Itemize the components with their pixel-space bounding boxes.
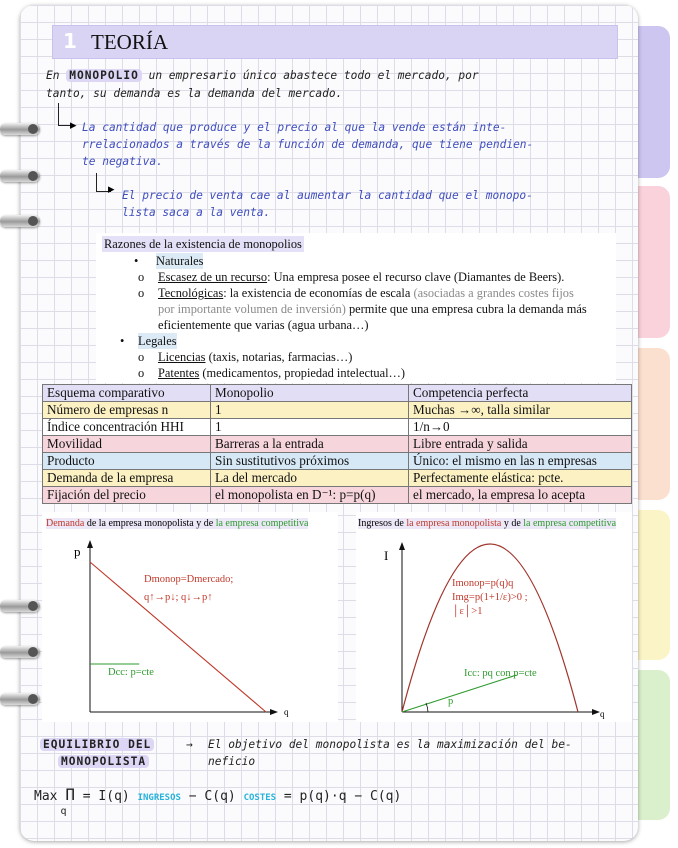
section-header [52, 25, 618, 59]
table-cell: Libre entrada y salida [409, 436, 632, 453]
reason-l1 [158, 349, 352, 365]
comparison-table [42, 384, 632, 504]
equilibrium-text-1: El objetivo del monopolista es la maximización del be- [208, 738, 572, 751]
competitive-revenue-line [402, 675, 516, 712]
table-row [43, 436, 632, 453]
reason-n2-line-2 [158, 301, 587, 317]
table-header-row [43, 385, 632, 402]
note1-line-1: La cantidad que produce y el precio al que la vende están inte- [82, 121, 507, 134]
arrow-right-icon: → [186, 738, 193, 751]
equilibrium-label-2 [58, 753, 149, 770]
table-row [43, 487, 632, 504]
revenue-x-label: q [600, 709, 605, 719]
reason-l1-text: (taxis, notarias, farmacias…) [205, 350, 353, 364]
table-cell: Barreras a la entrada [211, 436, 409, 453]
binder-hole-icon [28, 124, 38, 134]
reason-n1 [158, 269, 564, 285]
reason-n1-text: : Una empresa posee el recurso clave (Diamantes de Beers). [267, 270, 565, 284]
table-cell: el mercado, la empresa lo acepta [409, 487, 632, 504]
comp-revenue-label: Icc: pq con p=cte [464, 668, 537, 679]
revenue-chart-svg [356, 512, 632, 722]
bullet-icon: • [120, 334, 125, 348]
table-header-cell: Monopolio [211, 385, 409, 402]
caption-part: la empresa competitiva [523, 518, 617, 529]
equilibrium-keyword-2: MONOPOLISTA [58, 755, 149, 768]
demand-y-label: p [74, 544, 81, 559]
formula-part: = p(q)·q − C(q) [276, 789, 402, 804]
keyword-monopolio: MONOPOLIO [66, 69, 142, 82]
revenue-label-1: Imonop=p(q)q [452, 578, 514, 589]
y-axis-arrow-icon [87, 540, 93, 548]
formula-costes: COSTES [243, 793, 277, 803]
demand-chart [42, 512, 338, 722]
table-cell: Perfectamente elástica: pcte. [409, 470, 632, 487]
table-cell: Movilidad [43, 436, 211, 453]
revenue-chart [356, 512, 632, 722]
note2-line-1: El precio de venta cae al aumentar la cantidad que el monopo- [122, 189, 533, 202]
reason-n2-line-3: eficientemente que varias (agua urbana…) [158, 318, 369, 332]
arrowhead-icon: ▸ [70, 118, 77, 133]
reason-l1-label: Licencias [158, 350, 206, 364]
sub-bullet-icon: o [138, 286, 145, 300]
binder-hole-icon [28, 216, 38, 226]
monopoly-revenue-curve [402, 544, 578, 712]
caption-part: y de [501, 518, 524, 529]
binder-hole-icon [28, 647, 38, 657]
table-cell: Único: el mismo en las n empresas [409, 453, 632, 470]
equilibrium-label-1 [40, 736, 154, 753]
reason-l2-label: Patentes [158, 366, 200, 380]
formula-max: Max [34, 789, 58, 804]
binder-hole-icon [28, 601, 38, 611]
table-cell: Sin sustitutivos próximos [211, 453, 409, 470]
bullet-icon: • [134, 254, 139, 268]
reason-n2-text-a: : la existencia de economías de escala [223, 286, 414, 300]
note1-line-3: te negativa. [82, 155, 163, 168]
reason-n2-label: Tecnológicas [158, 286, 224, 300]
formula-part: = I(q) [82, 789, 138, 804]
table-row [43, 402, 632, 419]
caption-part: de [391, 518, 407, 529]
demand-x-label: q [284, 707, 289, 717]
formula-pi: Π [65, 785, 75, 804]
revenue-label-2: Img=p(1+1/ε)>0 ; [452, 592, 528, 603]
caption-part: la empresa competitiva [215, 518, 309, 529]
revenue-label-3: │ε│>1 [452, 606, 483, 617]
equilibrium-keyword: EQUILIBRIO DEL [40, 738, 154, 751]
caption-part: Demanda [46, 518, 85, 529]
table-row [43, 470, 632, 487]
table-cell: Producto [43, 453, 211, 470]
reasons-box [96, 233, 616, 383]
reasons-title: Razones de la existencia de monopolios [104, 237, 302, 251]
monop-demand-rule: q↑→p↓; q↓→p↑ [144, 592, 213, 603]
monop-demand-label: Dmonop=Dmercado; [144, 574, 234, 585]
table-cell: Fijación del precio [43, 487, 211, 504]
revenue-y-label: I [384, 548, 389, 563]
table-row [43, 419, 632, 436]
table-cell: 1 [211, 402, 409, 419]
table-cell: 1/n→0 [409, 419, 632, 436]
reason-legal: Legales [138, 334, 177, 348]
reason-n1-label: Escasez de un recurso [158, 270, 268, 284]
table-cell: Demanda de la empresa [43, 470, 211, 487]
x-axis-arrow-icon [592, 709, 600, 715]
y-axis-arrow-icon [399, 542, 405, 550]
table-cell: 1 [211, 419, 409, 436]
table-header-cell: Competencia perfecta [409, 385, 632, 402]
note2-line-2: lista saca a la venta. [122, 206, 271, 219]
equilibrium-text-2: neficio [208, 755, 256, 768]
profit-formula [34, 785, 402, 817]
arrowhead-icon: ▸ [108, 182, 115, 197]
reason-n2 [158, 285, 574, 301]
sub-bullet-icon: o [138, 350, 145, 364]
table-cell: La del mercado [211, 470, 409, 487]
caption-part: Ingresos [358, 518, 392, 529]
binder-hole-icon [28, 694, 38, 704]
table-row [43, 453, 632, 470]
table-header-cell: Esquema comparativo [43, 385, 211, 402]
binder-hole-icon [28, 171, 38, 181]
table-cell: Índice concentración HHI [43, 419, 211, 436]
angle-label: p [448, 696, 454, 707]
sub-bullet-icon: o [138, 270, 145, 284]
formula-sub: q [60, 806, 67, 817]
x-axis-arrow-icon [270, 709, 278, 715]
note1-line-2: rrelacionados a través de la función de demanda, que tiene pendien- [82, 138, 534, 151]
table-cell: el monopolista en D⁻¹: p=p(q) [211, 487, 409, 504]
reason-natural: Naturales [156, 254, 204, 268]
formula-part: − C(q) [180, 789, 244, 804]
caption-part: de la empresa monopolista y de [84, 518, 216, 529]
demand-chart-svg [42, 512, 338, 722]
reason-n2-text-b: permite que una empresa cubra la demanda más [345, 302, 587, 316]
reason-n2-gray-a: (asociadas a grandes costes fijos [413, 286, 574, 300]
formula-ingresos: INGRESOS [137, 793, 181, 803]
comp-demand-label: Dcc: p=cte [108, 667, 154, 678]
intro-line-1: En MONOPOLIO un empresario único abastece todo el mercado, por [46, 69, 479, 82]
sub-bullet-icon: o [138, 366, 145, 380]
reason-n2-gray-b: por importante volumen de inversión) [158, 302, 346, 316]
reason-l2-text: (medicamentos, propiedad intelectual…) [199, 366, 406, 380]
intro-line-2: tanto, su demanda es la demanda del mercado. [46, 87, 343, 100]
reason-l2 [158, 365, 405, 381]
table-cell: Muchas →∞, talla similar [409, 402, 632, 419]
section-title: TEORÍA [91, 30, 168, 54]
table-cell: Número de empresas n [43, 402, 211, 419]
caption-part: la empresa monopolista [406, 518, 502, 529]
section-number: 1 [63, 29, 77, 53]
